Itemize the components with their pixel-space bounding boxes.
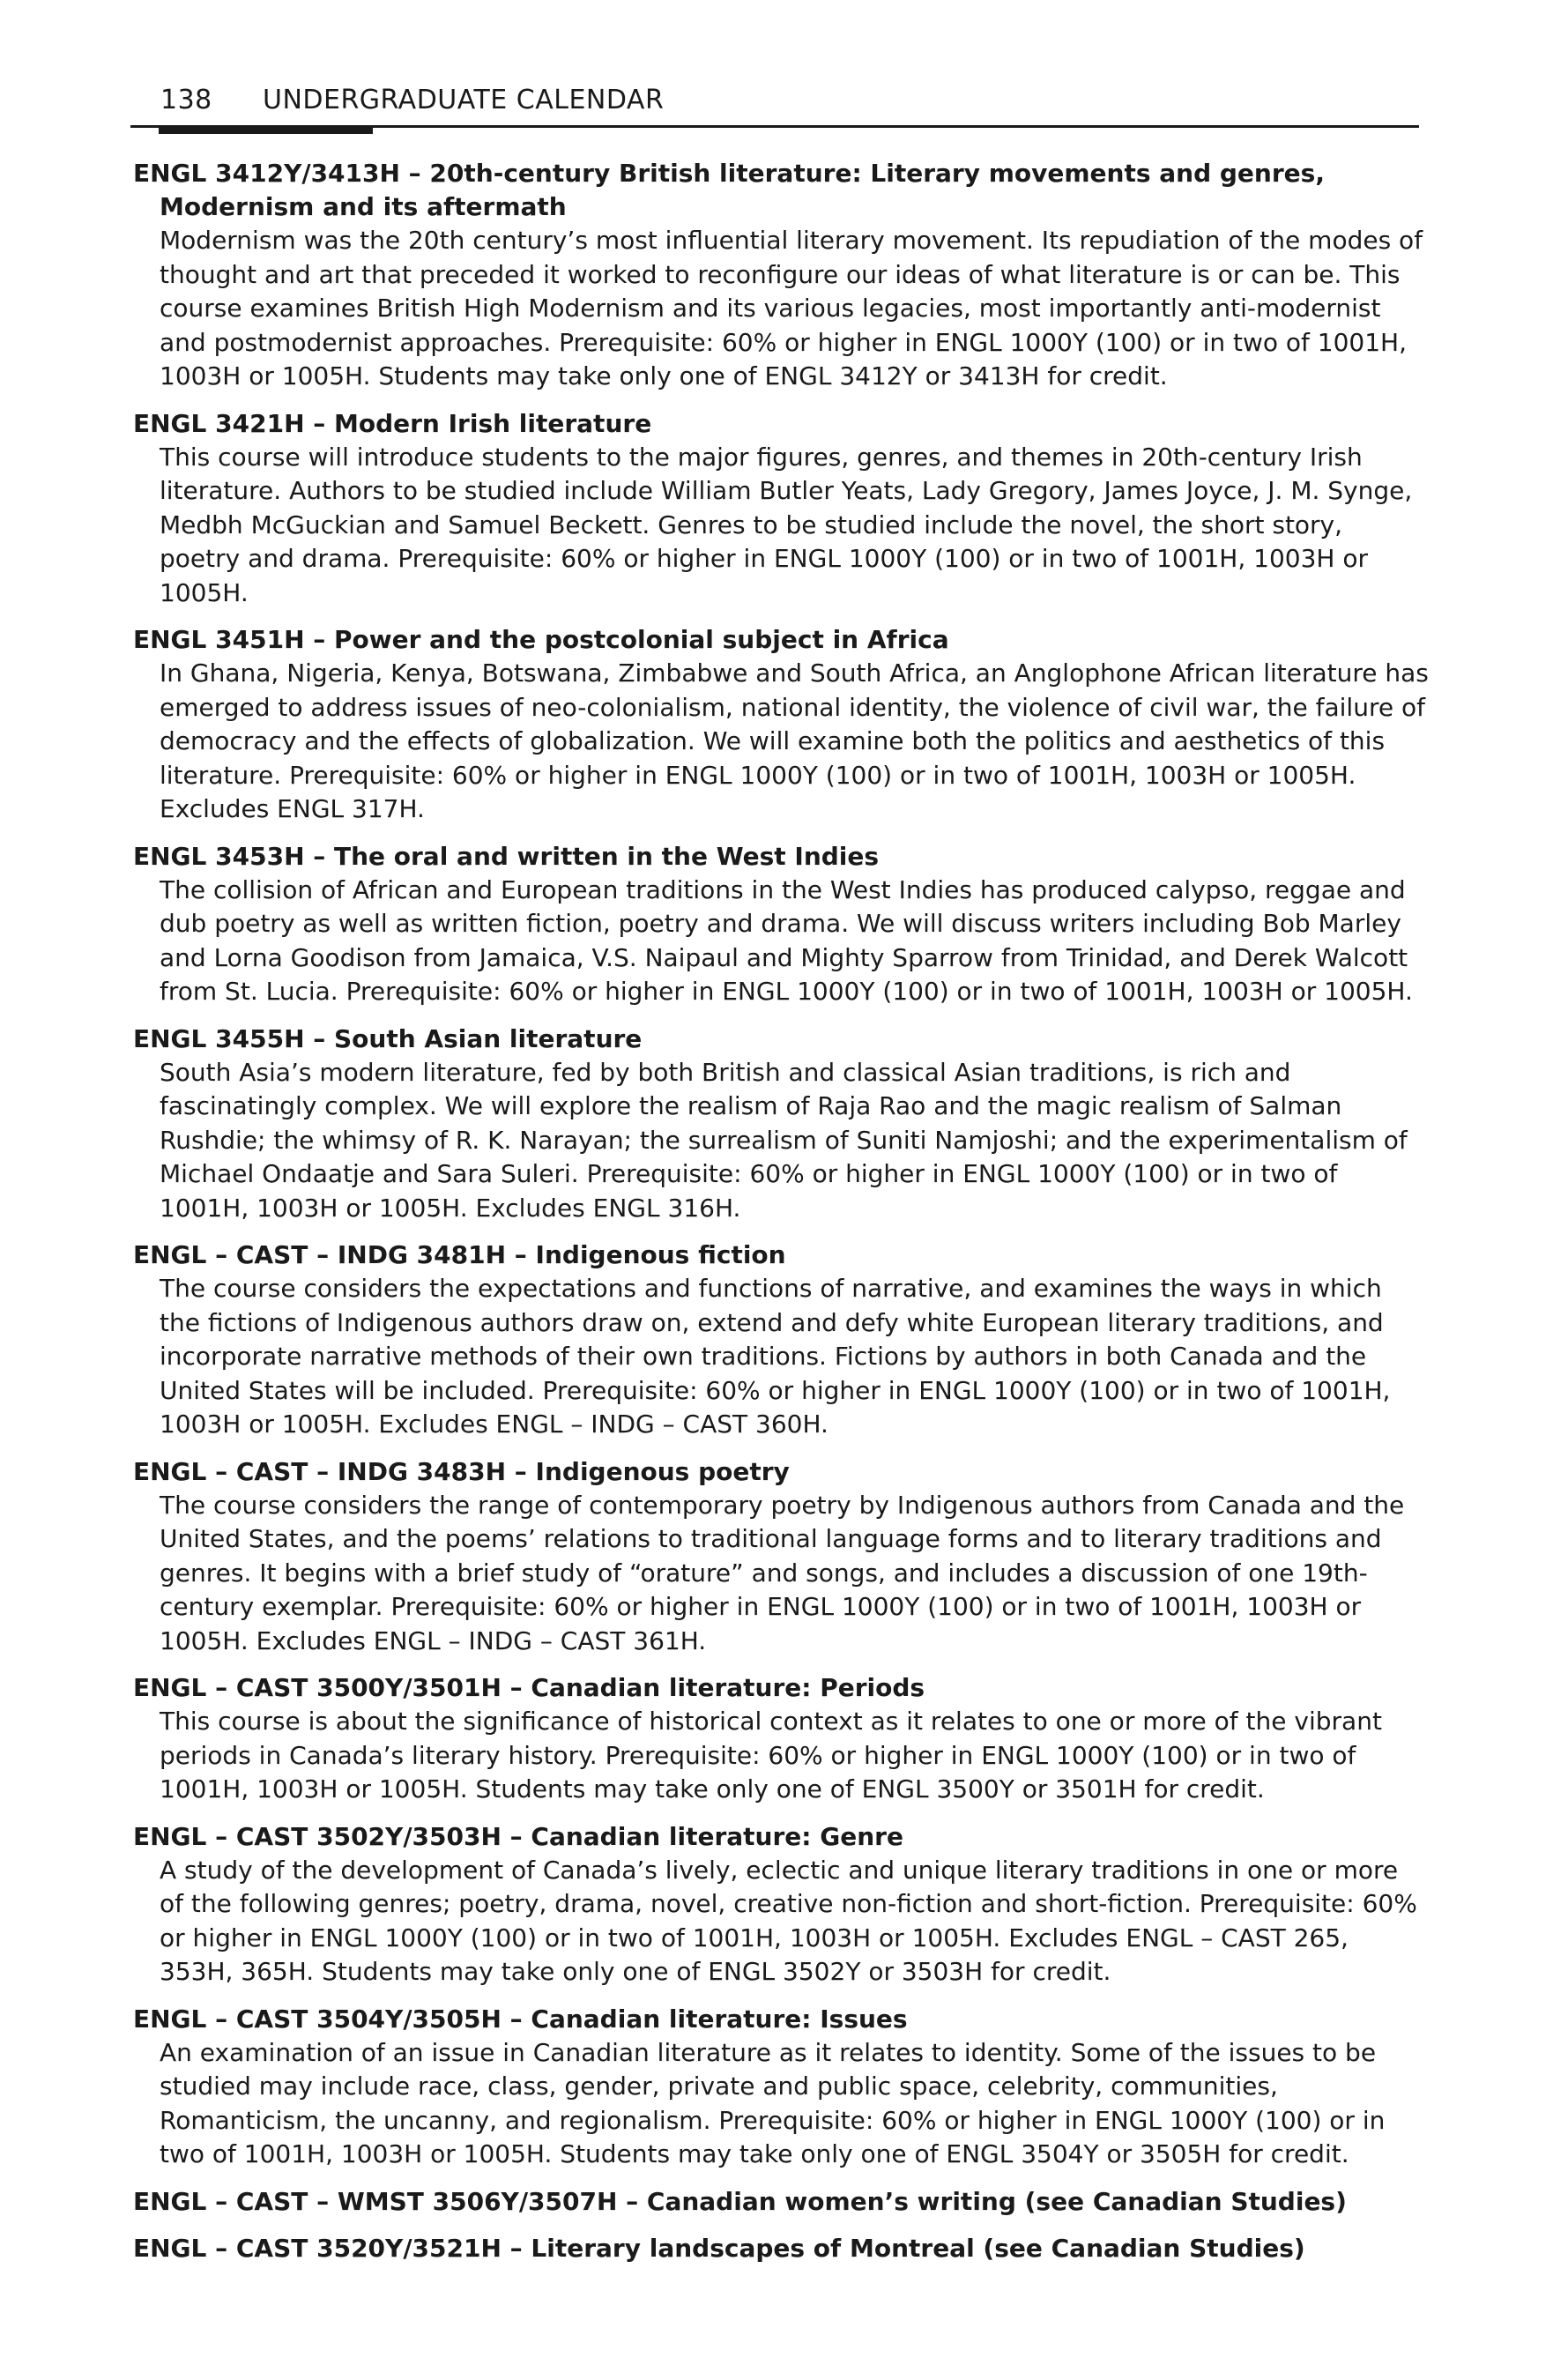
course-entry <box>133 1455 1429 1659</box>
course-entry <box>133 2185 1429 2219</box>
course-title: ENGL 3412Y/3413H – 20th-century British literature: Literary movements and genres, Modernism and its aftermath <box>133 159 1325 221</box>
course-title: ENGL – CAST – INDG 3483H – Indigenous poetry <box>133 1456 790 1486</box>
course-entry <box>133 157 1429 394</box>
course-entry <box>133 1238 1429 1442</box>
course-entry <box>133 1671 1429 1807</box>
course-title: ENGL – CAST – INDG 3481H – Indigenous fiction <box>133 1240 786 1269</box>
course-entry <box>133 623 1429 827</box>
course-entry <box>133 407 1429 611</box>
course-description: A study of the development of Canada’s lively, eclectic and unique literary traditions in one or more of the following genres; poetry, drama, novel, creative non-fiction and short-fiction. Prerequisite: 60% or higher in ENGL 1000Y (100) or in two of 1001H, 1003H or 1005H. Excludes ENGL – CAST 265, 353H, 365H. Students may take only one of ENGL 3502Y or 3503H for credit. <box>160 1855 1417 1986</box>
running-head: UNDERGRADUATE CALENDAR <box>263 85 665 115</box>
course-title: ENGL 3451H – Power and the postcolonial subject in Africa <box>133 625 949 654</box>
course-entry <box>133 1820 1429 1990</box>
course-title: ENGL – CAST 3500Y/3501H – Canadian literature: Periods <box>133 1673 925 1702</box>
course-title: ENGL – CAST 3502Y/3503H – Canadian literature: Genre <box>133 1821 903 1851</box>
page-number: 138 <box>160 85 212 115</box>
course-list <box>133 157 1429 2279</box>
course-title: ENGL – CAST 3520Y/3521H – Literary landscapes of Montreal (see Canadian Studies) <box>133 2233 1305 2263</box>
course-title: ENGL 3453H – The oral and written in the West Indies <box>133 841 880 871</box>
course-description: South Asia’s modern literature, fed by both British and classical Asian traditions, is rich and fascinatingly complex. We will explore the realism of Raja Rao and the magic realism of Salman Rushdie; the whimsy of R. K. Narayan; the surrealism of Suniti Namjoshi; and the experimentalism of Michael Ondaatje and Sara Suleri. Prerequisite: 60% or higher in ENGL 1000Y (100) or in two of 1001H, 1003H or 1005H. Excludes ENGL 316H. <box>160 1057 1408 1223</box>
course-description: The course considers the expectations and functions of narrative, and examines the ways in which the fictions of Indigenous authors draw on, extend and defy white European literary traditions, and incorporate narrative methods of their own traditions. Fictions by authors in both Canada and the United States will be included. Prerequisite: 60% or higher in ENGL 1000Y (100) or in two of 1001H, 1003H or 1005H. Excludes ENGL – INDG – CAST 360H. <box>160 1274 1391 1439</box>
course-description: The course considers the range of contemporary poetry by Indigenous authors from Canada and the United States, and the poems’ relations to traditional language forms and to literary traditions and genres. It begins with a brief study of “orature” and songs, and includes a discussion of one 19th-century exemplar. Prerequisite: 60% or higher in ENGL 1000Y (100) or in two of 1001H, 1003H or 1005H. Excludes ENGL – INDG – CAST 361H. <box>160 1490 1405 1655</box>
course-entry <box>133 2003 1429 2172</box>
course-description: An examination of an issue in Canadian literature as it relates to identity. Some of the issues to be studied may include race, class, gender, private and public space, celebrity, communities, Romanticism, the uncanny, and regionalism. Prerequisite: 60% or higher in ENGL 1000Y (100) or in two of 1001H, 1003H or 1005H. Students may take only one of ENGL 3504Y or 3505H for credit. <box>160 2037 1386 2168</box>
course-description: Modernism was the 20th century’s most influential literary movement. Its repudiation of the modes of thought and art that preceded it worked to reconfigure our ideas of what literature is or can be. This course examines British High Modernism and its various legacies, most importantly anti-modernist and postmodernist approaches. Prerequisite: 60% or higher in ENGL 1000Y (100) or in two of 1001H, 1003H or 1005H. Students may take only one of ENGL 3412Y or 3413H for credit. <box>160 226 1423 390</box>
course-description: This course will introduce students to the major figures, genres, and themes in 20th-century Irish literature. Authors to be studied include William Butler Yeats, Lady Gregory, James Joyce, J. M. Synge, Medbh McGuckian and Samuel Beckett. Genres to be studied include the novel, the short story, poetry and drama. Prerequisite: 60% or higher in ENGL 1000Y (100) or in two of 1001H, 1003H or 1005H. <box>160 442 1413 607</box>
page-header <box>130 81 1419 128</box>
course-entry <box>133 1023 1429 1226</box>
course-description: In Ghana, Nigeria, Kenya, Botswana, Zimbabwe and South Africa, an Anglophone African literature has emerged to address issues of neo-colonialism, national identity, the violence of civil war, the failure of democracy and the effects of globalization. We will examine both the politics and aesthetics of this literature. Prerequisite: 60% or higher in ENGL 1000Y (100) or in two of 1001H, 1003H or 1005H. Excludes ENGL 317H. <box>160 658 1429 823</box>
course-entry <box>133 840 1429 1009</box>
course-entry <box>133 2232 1429 2265</box>
course-description: This course is about the significance of historical context as it relates to one or more of the vibrant periods in Canada’s literary history. Prerequisite: 60% or higher in ENGL 1000Y (100) or in two of 1001H, 1003H or 1005H. Students may take only one of ENGL 3500Y or 3501H for credit. <box>160 1707 1382 1804</box>
course-title: ENGL – CAST 3504Y/3505H – Canadian literature: Issues <box>133 2004 908 2034</box>
course-title: ENGL 3421H – Modern Irish literature <box>133 408 652 438</box>
header-tab-bar <box>159 125 373 134</box>
course-description: The collision of African and European traditions in the West Indies has produced calypso, reggae and dub poetry as well as written fiction, poetry and drama. We will discuss writers including Bob Marley and Lorna Goodison from Jamaica, V.S. Naipaul and Mighty Sparrow from Trinidad, and Derek Walcott from St. Lucia. Prerequisite: 60% or higher in ENGL 1000Y (100) or in two of 1001H, 1003H or 1005H. <box>160 874 1413 1006</box>
course-title: ENGL – CAST – WMST 3506Y/3507H – Canadian women’s writing (see Canadian Studies) <box>133 2186 1347 2216</box>
course-title: ENGL 3455H – South Asian literature <box>133 1023 643 1053</box>
